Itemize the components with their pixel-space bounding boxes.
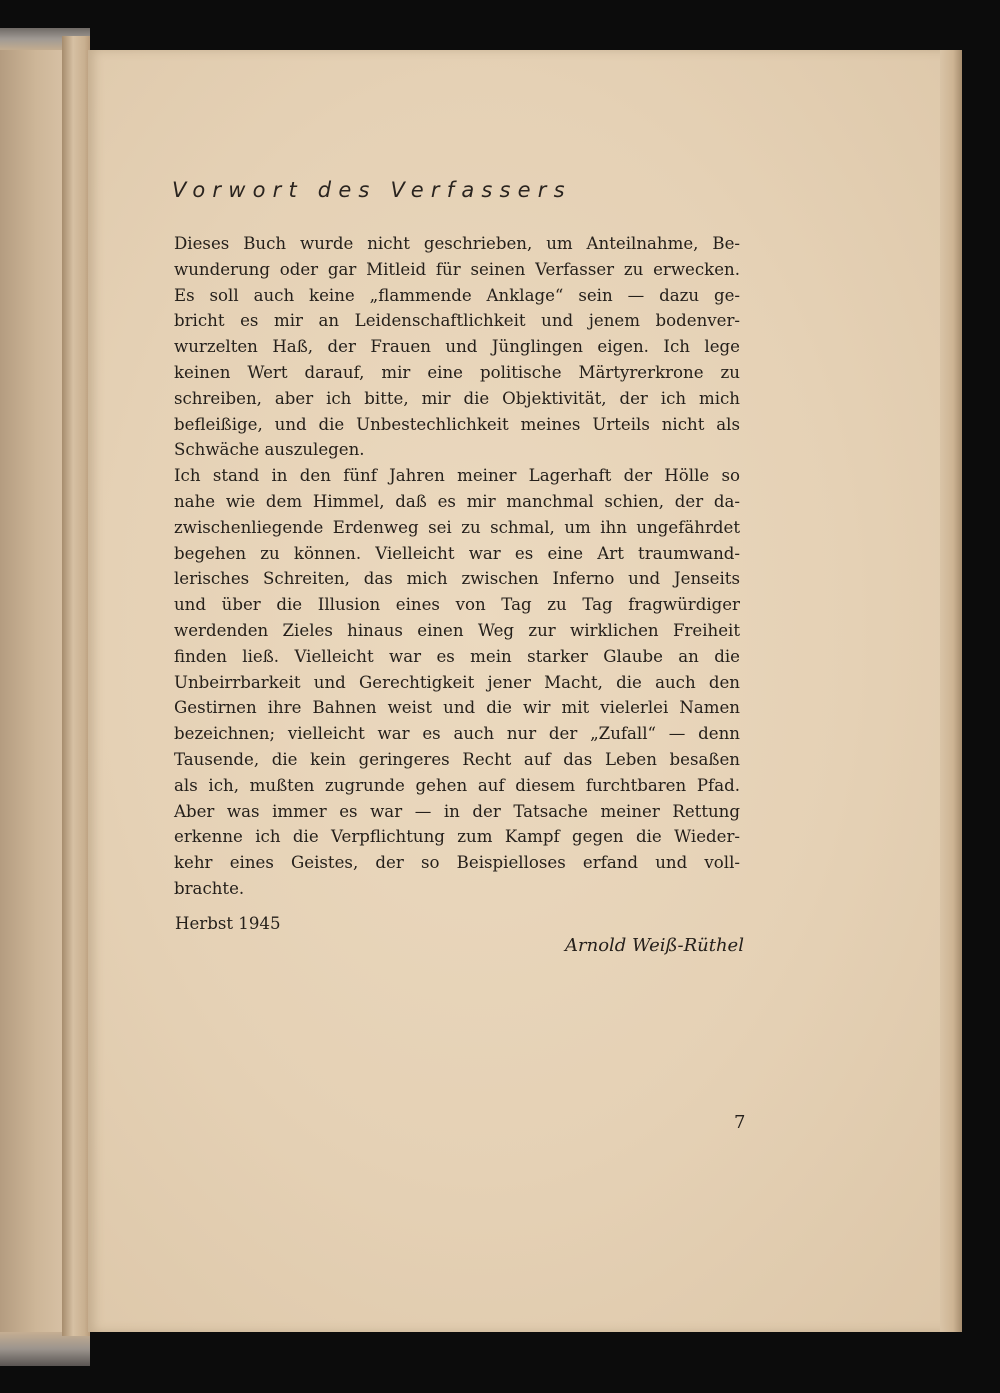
text-line: nahe wie dem Himmel, daß es mir manchmal schien, der da-	[174, 491, 740, 511]
page-heading: Vorwort des Verfassers	[172, 178, 572, 202]
text-line: Unbeirrbarkeit und Gerechtigkeit jener Macht, die auch den	[174, 672, 740, 692]
text-line: Ich stand in den fünf Jahren meiner Lagerhaft der Hölle so	[174, 466, 740, 486]
preface-text	[174, 231, 740, 902]
text-line: wurzelten Haß, der Frauen und Jünglingen eigen. Ich lege	[174, 337, 740, 357]
text-line: bezeichnen; vielleicht war es auch nur der „Zufall“ — denn	[174, 724, 740, 744]
text-line: Gestirnen ihre Bahnen weist und die wir mit vielerlei Namen	[174, 698, 740, 718]
text-line: erkenne ich die Verpflichtung zum Kampf gegen die Wieder-	[174, 827, 740, 847]
text-line: finden ließ. Vielleicht war es mein starker Glaube an die	[174, 646, 740, 666]
text-line: Schwäche auszulegen.	[174, 440, 365, 460]
text-line: keinen Wert darauf, mir eine politische Märtyrerkrone zu	[174, 362, 740, 382]
left-page-bottom-edge	[0, 1332, 90, 1366]
text-line: als ich, mußten zugrunde gehen auf diesem furchtbaren Pfad.	[174, 775, 740, 795]
text-line: schreiben, aber ich bitte, mir die Objektivität, der ich mich	[174, 388, 740, 408]
paragraph-2	[174, 463, 740, 902]
paragraph-1	[174, 231, 740, 463]
text-line: wunderung oder gar Mitleid für seinen Verfasser zu erwecken.	[174, 259, 740, 279]
text-line: kehr eines Geistes, der so Beispielloses erfand und voll-	[174, 853, 740, 873]
text-line: lerisches Schreiten, das mich zwischen Inferno und Jenseits	[174, 569, 740, 589]
text-line: brachte.	[174, 878, 245, 898]
date-line: Herbst 1945	[175, 914, 281, 933]
text-line: zwischenliegende Erdenweg sei zu schmal, um ihn ungefährdet	[174, 517, 740, 537]
text-line: Dieses Buch wurde nicht geschrieben, um Anteilnahme, Be-	[174, 234, 740, 253]
text-line: Es soll auch keine „flammende Anklage“ sein — dazu ge-	[174, 285, 740, 305]
text-line: Aber was immer es war — in der Tatsache meiner Rettung	[174, 801, 740, 821]
text-line: bricht es mir an Leidenschaftlichkeit und jenem bodenver-	[174, 311, 740, 331]
page-number: 7	[734, 1112, 746, 1133]
author-signature: Arnold Weiß-Rüthel	[565, 935, 744, 956]
text-line: Tausende, die kein geringeres Recht auf das Leben besaßen	[174, 749, 740, 769]
text-line: befleißige, und die Unbestechlichkeit meines Urteils nicht als	[174, 414, 740, 434]
text-line: begehen zu können. Vielleicht war es eine Art traumwand-	[174, 543, 740, 563]
page-right-edge	[940, 50, 962, 1332]
text-line: werdenden Zieles hinaus einen Weg zur wirklichen Freiheit	[174, 620, 740, 640]
text-line: und über die Illusion eines von Tag zu Tag fragwürdiger	[174, 595, 740, 615]
book-gutter	[62, 36, 90, 1336]
